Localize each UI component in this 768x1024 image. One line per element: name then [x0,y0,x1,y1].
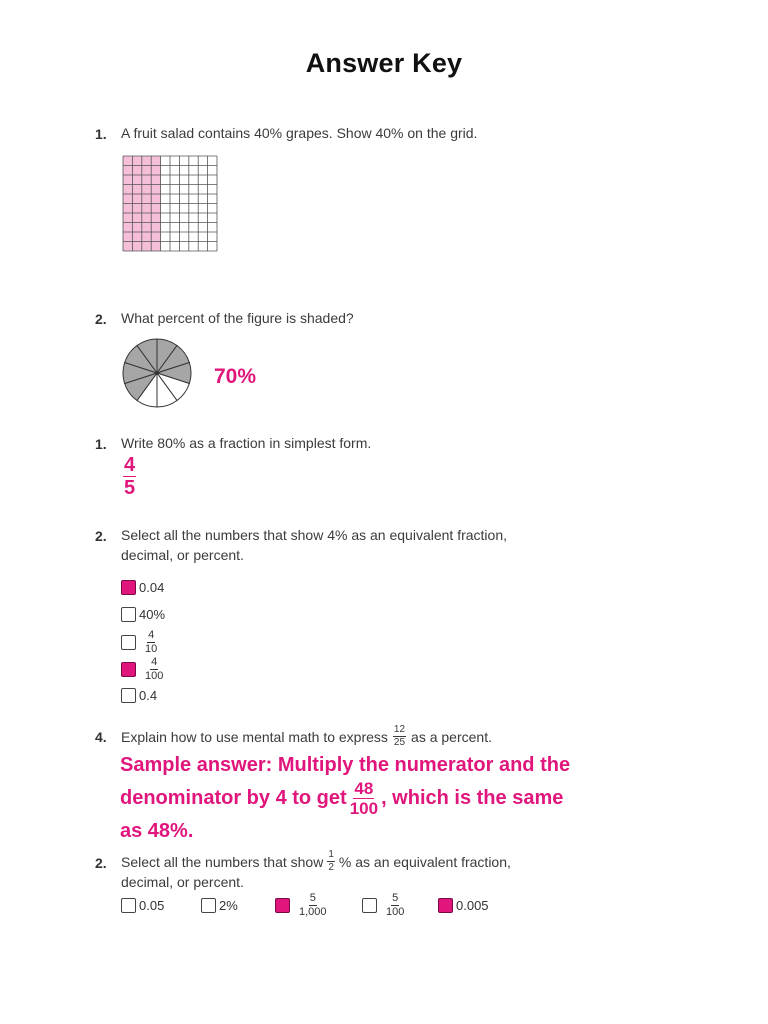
question-4-text-line2: decimal, or percent. [121,547,244,563]
checkbox-unchecked[interactable] [121,607,136,622]
question-2-number: 2. [95,311,107,327]
sample-line-2: denominator by 4 to get $\frac{48}{100}$ , which is the same [120,779,564,818]
option-0-005[interactable] [438,898,489,913]
checkbox-checked[interactable] [275,898,290,913]
option-fraction: $\frac{5}{1,000}$ [299,892,327,918]
answer-denominator: 5 [124,477,136,499]
percent-grid [122,155,218,252]
question-4-number: 2. [95,528,107,544]
sample-fraction: $\frac{48}{100}$ [349,779,379,818]
question-4-text-line1: Select all the numbers that show 4% as an equivalent fraction, [121,527,507,543]
option-fraction: $\frac{5}{100}$ [386,892,405,918]
question-5-text: Explain how to use mental math to express $\frac{12}{25}$ as a percent. [121,724,492,748]
question-3-answer [123,455,136,498]
question-2-text: What percent of the figure is shaded? [121,310,354,326]
option-label: 0.04 [139,580,165,595]
question-3-number: 1. [95,436,107,452]
option-2-percent[interactable] [201,898,238,913]
checkbox-checked[interactable] [121,580,136,595]
option-label: 0.05 [139,898,165,913]
checkbox-unchecked[interactable] [362,898,377,913]
checkbox-unchecked[interactable] [121,635,136,650]
checkbox-unchecked[interactable] [121,688,136,703]
answer-numerator: 4 [124,454,136,476]
question-6-text: Select all the numbers that show $\frac{1}{2}$ % as an equivalent fraction, [121,849,511,873]
option-fraction: $\frac{4}{10}$ [145,629,158,655]
option-5-over-100[interactable] [362,893,406,918]
option-4-over-100[interactable] [121,657,165,682]
option-label: 40% [139,607,166,622]
checkbox-unchecked[interactable] [201,898,216,913]
question-1-text: A fruit salad contains 40% grapes. Show 40% on the grid. [121,125,478,141]
question-2-answer: 70% [214,365,257,388]
option-label: 0.4 [139,688,158,703]
option-4-over-10[interactable] [121,630,159,655]
sample-line-1: Sample answer: Multiply the numerator and the [120,754,571,776]
checkbox-checked[interactable] [438,898,453,913]
page-title: Answer Key [305,48,463,78]
checkbox-unchecked[interactable] [121,898,136,913]
option-fraction: $\frac{4}{100}$ [145,656,164,682]
shaded-circle [121,337,193,414]
option-5-over-1000[interactable] [275,893,329,918]
sample-answer [120,751,640,846]
question-6-number: 2. [95,855,107,871]
sample-line-3: as 48%. [120,820,194,842]
option-0-4[interactable] [121,688,157,703]
option-label: 0.005 [456,898,489,913]
question-5-number: 4. [95,729,107,745]
circle-svg [121,337,193,409]
question-3-text: Write 80% as a fraction in simplest form. [121,435,372,451]
option-40-percent[interactable] [121,607,165,622]
option-label: 2% [219,898,238,913]
grid-svg [122,155,218,252]
question-1-number: 1. [95,126,107,142]
option-0-04[interactable] [121,580,164,595]
question-6-fraction: $\frac{1}{2}$ [328,849,334,873]
checkbox-checked[interactable] [121,662,136,677]
question-6-text-line2: decimal, or percent. [121,874,244,890]
question-5-fraction: $\frac{12}{25}$ [393,724,406,748]
option-0-05[interactable] [121,898,164,913]
